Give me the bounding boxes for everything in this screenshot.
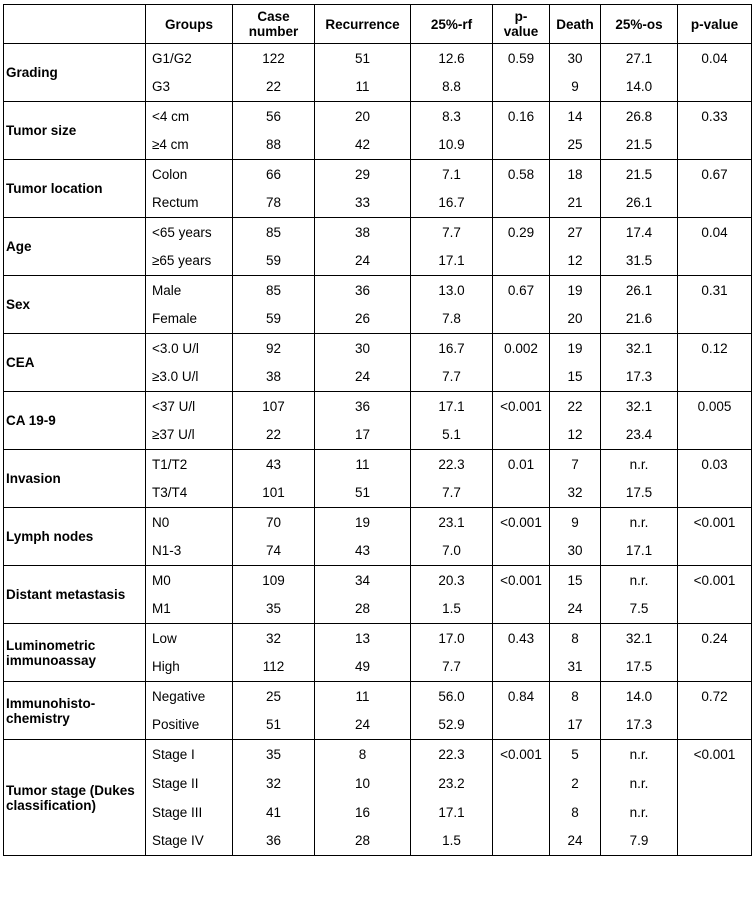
case-number-cell: 22 <box>233 421 315 450</box>
rf-p-value-cell <box>493 479 550 508</box>
group-cell: T3/T4 <box>146 479 233 508</box>
variable-label: Lymph nodes <box>4 508 146 566</box>
rf-p-value-cell <box>493 653 550 682</box>
case-number-cell: 32 <box>233 624 315 653</box>
case-number-cell: 25 <box>233 682 315 711</box>
os-cell: 23.4 <box>601 421 678 450</box>
death-cell: 17 <box>550 711 601 740</box>
variable-label: Grading <box>4 44 146 102</box>
rf-cell: 56.0 <box>411 682 493 711</box>
rf-cell: 7.8 <box>411 305 493 334</box>
recurrence-cell: 19 <box>315 508 411 537</box>
case-number-cell: 92 <box>233 334 315 363</box>
group-cell: ≥65 years <box>146 247 233 276</box>
rf-p-value-cell <box>493 537 550 566</box>
recurrence-cell: 51 <box>315 44 411 73</box>
rf-p-value-cell <box>493 189 550 218</box>
rf-cell: 8.3 <box>411 102 493 131</box>
os-p-value-cell: 0.72 <box>678 682 752 711</box>
rf-cell: 17.0 <box>411 624 493 653</box>
os-cell: 7.9 <box>601 827 678 856</box>
case-number-cell: 56 <box>233 102 315 131</box>
header-cell <box>4 5 146 44</box>
os-cell: n.r. <box>601 508 678 537</box>
variable-label: CEA <box>4 334 146 392</box>
rf-p-value-cell: 0.16 <box>493 102 550 131</box>
os-p-value-cell: 0.04 <box>678 44 752 73</box>
table-row <box>4 624 752 653</box>
rf-p-value-cell: <0.001 <box>493 740 550 769</box>
death-cell: 32 <box>550 479 601 508</box>
group-cell: G3 <box>146 73 233 102</box>
recurrence-cell: 17 <box>315 421 411 450</box>
rf-cell: 7.7 <box>411 653 493 682</box>
os-p-value-cell <box>678 827 752 856</box>
rf-cell: 12.6 <box>411 44 493 73</box>
header-cell: Recurrence <box>315 5 411 44</box>
death-cell: 7 <box>550 450 601 479</box>
os-p-value-cell: <0.001 <box>678 740 752 769</box>
os-p-value-cell: 0.03 <box>678 450 752 479</box>
recurrence-cell: 38 <box>315 218 411 247</box>
table-row <box>4 218 752 247</box>
table-row <box>4 508 752 537</box>
recurrence-cell: 20 <box>315 102 411 131</box>
os-cell: 17.5 <box>601 653 678 682</box>
rf-p-value-cell <box>493 247 550 276</box>
group-cell: ≥4 cm <box>146 131 233 160</box>
os-cell: 17.1 <box>601 537 678 566</box>
variable-label: Tumor location <box>4 160 146 218</box>
recurrence-cell: 42 <box>315 131 411 160</box>
table-row <box>4 450 752 479</box>
case-number-cell: 36 <box>233 827 315 856</box>
header-cell: Groups <box>146 5 233 44</box>
recurrence-cell: 24 <box>315 363 411 392</box>
group-cell: Negative <box>146 682 233 711</box>
recurrence-cell: 33 <box>315 189 411 218</box>
header-cell: 25%-rf <box>411 5 493 44</box>
rf-p-value-cell: 0.59 <box>493 44 550 73</box>
os-p-value-cell <box>678 711 752 740</box>
death-cell: 18 <box>550 160 601 189</box>
os-p-value-cell <box>678 363 752 392</box>
death-cell: 27 <box>550 218 601 247</box>
rf-cell: 16.7 <box>411 189 493 218</box>
header-cell: Case number <box>233 5 315 44</box>
rf-cell: 7.7 <box>411 218 493 247</box>
case-number-cell: 101 <box>233 479 315 508</box>
rf-p-value-cell: 0.58 <box>493 160 550 189</box>
case-number-cell: 85 <box>233 218 315 247</box>
group-cell: <4 cm <box>146 102 233 131</box>
os-cell: 21.5 <box>601 160 678 189</box>
death-cell: 22 <box>550 392 601 421</box>
case-number-cell: 35 <box>233 740 315 769</box>
case-number-cell: 70 <box>233 508 315 537</box>
death-cell: 8 <box>550 682 601 711</box>
death-cell: 24 <box>550 595 601 624</box>
death-cell: 12 <box>550 421 601 450</box>
rf-cell: 7.7 <box>411 479 493 508</box>
variable-label: Distant metastasis <box>4 566 146 624</box>
rf-cell: 22.3 <box>411 740 493 769</box>
os-cell: 26.1 <box>601 189 678 218</box>
group-cell: <3.0 U/l <box>146 334 233 363</box>
os-cell: 17.5 <box>601 479 678 508</box>
rf-p-value-cell: 0.84 <box>493 682 550 711</box>
case-number-cell: 35 <box>233 595 315 624</box>
group-cell: G1/G2 <box>146 44 233 73</box>
variable-label: Luminometric immunoassay <box>4 624 146 682</box>
rf-cell: 17.1 <box>411 392 493 421</box>
case-number-cell: 122 <box>233 44 315 73</box>
variable-label: Age <box>4 218 146 276</box>
rf-cell: 22.3 <box>411 450 493 479</box>
group-cell: Colon <box>146 160 233 189</box>
recurrence-cell: 13 <box>315 624 411 653</box>
os-cell: n.r. <box>601 566 678 595</box>
os-cell: 27.1 <box>601 44 678 73</box>
header-cell: p-value <box>678 5 752 44</box>
rf-cell: 5.1 <box>411 421 493 450</box>
case-number-cell: 41 <box>233 798 315 827</box>
variable-label: Tumor stage (Dukes classification) <box>4 740 146 856</box>
os-p-value-cell <box>678 421 752 450</box>
death-cell: 31 <box>550 653 601 682</box>
death-cell: 19 <box>550 276 601 305</box>
os-p-value-cell: 0.04 <box>678 218 752 247</box>
recurrence-cell: 43 <box>315 537 411 566</box>
case-number-cell: 22 <box>233 73 315 102</box>
os-cell: 31.5 <box>601 247 678 276</box>
recurrence-cell: 36 <box>315 276 411 305</box>
death-cell: 15 <box>550 363 601 392</box>
os-p-value-cell: 0.24 <box>678 624 752 653</box>
os-p-value-cell: <0.001 <box>678 566 752 595</box>
case-number-cell: 107 <box>233 392 315 421</box>
rf-cell: 13.0 <box>411 276 493 305</box>
rf-p-value-cell <box>493 363 550 392</box>
recurrence-cell: 30 <box>315 334 411 363</box>
recurrence-cell: 11 <box>315 450 411 479</box>
os-p-value-cell: 0.005 <box>678 392 752 421</box>
table-row <box>4 392 752 421</box>
rf-p-value-cell: 0.01 <box>493 450 550 479</box>
group-cell: ≥3.0 U/l <box>146 363 233 392</box>
os-p-value-cell <box>678 247 752 276</box>
os-cell: 17.3 <box>601 363 678 392</box>
os-p-value-cell <box>678 479 752 508</box>
os-cell: 17.3 <box>601 711 678 740</box>
recurrence-cell: 28 <box>315 827 411 856</box>
group-cell: Stage II <box>146 769 233 798</box>
os-cell: 26.8 <box>601 102 678 131</box>
rf-p-value-cell: <0.001 <box>493 508 550 537</box>
case-number-cell: 112 <box>233 653 315 682</box>
death-cell: 25 <box>550 131 601 160</box>
os-p-value-cell <box>678 73 752 102</box>
death-cell: 20 <box>550 305 601 334</box>
group-cell: Male <box>146 276 233 305</box>
os-p-value-cell <box>678 653 752 682</box>
table-row <box>4 276 752 305</box>
recurrence-cell: 34 <box>315 566 411 595</box>
rf-p-value-cell: 0.002 <box>493 334 550 363</box>
death-cell: 30 <box>550 537 601 566</box>
table-row <box>4 740 752 769</box>
death-cell: 15 <box>550 566 601 595</box>
os-p-value-cell: 0.31 <box>678 276 752 305</box>
death-cell: 2 <box>550 769 601 798</box>
rf-cell: 8.8 <box>411 73 493 102</box>
case-number-cell: 78 <box>233 189 315 218</box>
group-cell: M1 <box>146 595 233 624</box>
os-cell: 21.6 <box>601 305 678 334</box>
variable-label: Invasion <box>4 450 146 508</box>
recurrence-cell: 26 <box>315 305 411 334</box>
case-number-cell: 74 <box>233 537 315 566</box>
case-number-cell: 32 <box>233 769 315 798</box>
header-cell: Death <box>550 5 601 44</box>
rf-p-value-cell: <0.001 <box>493 392 550 421</box>
rf-p-value-cell <box>493 711 550 740</box>
group-cell: <65 years <box>146 218 233 247</box>
rf-p-value-cell <box>493 798 550 827</box>
case-number-cell: 38 <box>233 363 315 392</box>
group-cell: N1-3 <box>146 537 233 566</box>
case-number-cell: 85 <box>233 276 315 305</box>
rf-cell: 7.1 <box>411 160 493 189</box>
group-cell: Stage III <box>146 798 233 827</box>
group-cell: T1/T2 <box>146 450 233 479</box>
death-cell: 9 <box>550 73 601 102</box>
os-cell: 32.1 <box>601 334 678 363</box>
rf-p-value-cell: 0.29 <box>493 218 550 247</box>
variable-label: Sex <box>4 276 146 334</box>
variable-label: CA 19-9 <box>4 392 146 450</box>
table-row <box>4 44 752 73</box>
rf-cell: 23.1 <box>411 508 493 537</box>
os-cell: 21.5 <box>601 131 678 160</box>
rf-cell: 7.0 <box>411 537 493 566</box>
header-cell: 25%-os <box>601 5 678 44</box>
os-p-value-cell: <0.001 <box>678 508 752 537</box>
os-p-value-cell <box>678 537 752 566</box>
rf-p-value-cell: 0.67 <box>493 276 550 305</box>
os-p-value-cell <box>678 131 752 160</box>
case-number-cell: 88 <box>233 131 315 160</box>
header-cell: p-value <box>493 5 550 44</box>
case-number-cell: 43 <box>233 450 315 479</box>
os-p-value-cell: 0.67 <box>678 160 752 189</box>
rf-cell: 7.7 <box>411 363 493 392</box>
rf-p-value-cell <box>493 421 550 450</box>
header-row <box>4 5 752 44</box>
recurrence-cell: 24 <box>315 711 411 740</box>
os-cell: n.r. <box>601 450 678 479</box>
recurrence-cell: 51 <box>315 479 411 508</box>
rf-p-value-cell <box>493 305 550 334</box>
rf-cell: 17.1 <box>411 798 493 827</box>
rf-p-value-cell <box>493 769 550 798</box>
os-cell: 17.4 <box>601 218 678 247</box>
os-cell: n.r. <box>601 769 678 798</box>
survival-table <box>3 4 752 856</box>
table-row <box>4 102 752 131</box>
recurrence-cell: 10 <box>315 769 411 798</box>
death-cell: 21 <box>550 189 601 218</box>
rf-p-value-cell: <0.001 <box>493 566 550 595</box>
group-cell: ≥37 U/l <box>146 421 233 450</box>
os-p-value-cell <box>678 769 752 798</box>
os-cell: 14.0 <box>601 73 678 102</box>
rf-cell: 16.7 <box>411 334 493 363</box>
rf-cell: 1.5 <box>411 595 493 624</box>
death-cell: 19 <box>550 334 601 363</box>
table-row <box>4 682 752 711</box>
death-cell: 24 <box>550 827 601 856</box>
group-cell: Rectum <box>146 189 233 218</box>
death-cell: 9 <box>550 508 601 537</box>
os-p-value-cell <box>678 305 752 334</box>
death-cell: 30 <box>550 44 601 73</box>
group-cell: Positive <box>146 711 233 740</box>
recurrence-cell: 11 <box>315 73 411 102</box>
recurrence-cell: 8 <box>315 740 411 769</box>
group-cell: Female <box>146 305 233 334</box>
os-cell: n.r. <box>601 798 678 827</box>
recurrence-cell: 11 <box>315 682 411 711</box>
death-cell: 5 <box>550 740 601 769</box>
table-body <box>4 44 752 856</box>
os-cell: 32.1 <box>601 624 678 653</box>
recurrence-cell: 28 <box>315 595 411 624</box>
rf-p-value-cell <box>493 73 550 102</box>
death-cell: 8 <box>550 624 601 653</box>
group-cell: N0 <box>146 508 233 537</box>
table-container <box>3 4 752 856</box>
group-cell: Stage I <box>146 740 233 769</box>
group-cell: <37 U/l <box>146 392 233 421</box>
os-p-value-cell <box>678 189 752 218</box>
death-cell: 14 <box>550 102 601 131</box>
table-row <box>4 160 752 189</box>
rf-p-value-cell <box>493 131 550 160</box>
death-cell: 8 <box>550 798 601 827</box>
os-cell: 32.1 <box>601 392 678 421</box>
rf-cell: 17.1 <box>411 247 493 276</box>
case-number-cell: 109 <box>233 566 315 595</box>
os-cell: 14.0 <box>601 682 678 711</box>
os-p-value-cell <box>678 798 752 827</box>
group-cell: Low <box>146 624 233 653</box>
os-p-value-cell <box>678 595 752 624</box>
recurrence-cell: 36 <box>315 392 411 421</box>
rf-cell: 20.3 <box>411 566 493 595</box>
rf-cell: 1.5 <box>411 827 493 856</box>
rf-p-value-cell: 0.43 <box>493 624 550 653</box>
group-cell: M0 <box>146 566 233 595</box>
group-cell: Stage IV <box>146 827 233 856</box>
case-number-cell: 51 <box>233 711 315 740</box>
recurrence-cell: 24 <box>315 247 411 276</box>
recurrence-cell: 16 <box>315 798 411 827</box>
os-p-value-cell: 0.33 <box>678 102 752 131</box>
group-cell: High <box>146 653 233 682</box>
recurrence-cell: 29 <box>315 160 411 189</box>
rf-cell: 10.9 <box>411 131 493 160</box>
rf-p-value-cell <box>493 827 550 856</box>
os-cell: 7.5 <box>601 595 678 624</box>
recurrence-cell: 49 <box>315 653 411 682</box>
rf-p-value-cell <box>493 595 550 624</box>
case-number-cell: 59 <box>233 247 315 276</box>
rf-cell: 23.2 <box>411 769 493 798</box>
os-p-value-cell: 0.12 <box>678 334 752 363</box>
death-cell: 12 <box>550 247 601 276</box>
rf-cell: 52.9 <box>411 711 493 740</box>
os-cell: n.r. <box>601 740 678 769</box>
case-number-cell: 66 <box>233 160 315 189</box>
variable-label: Immunohisto-chemistry <box>4 682 146 740</box>
variable-label: Tumor size <box>4 102 146 160</box>
table-row <box>4 334 752 363</box>
os-cell: 26.1 <box>601 276 678 305</box>
case-number-cell: 59 <box>233 305 315 334</box>
table-row <box>4 566 752 595</box>
